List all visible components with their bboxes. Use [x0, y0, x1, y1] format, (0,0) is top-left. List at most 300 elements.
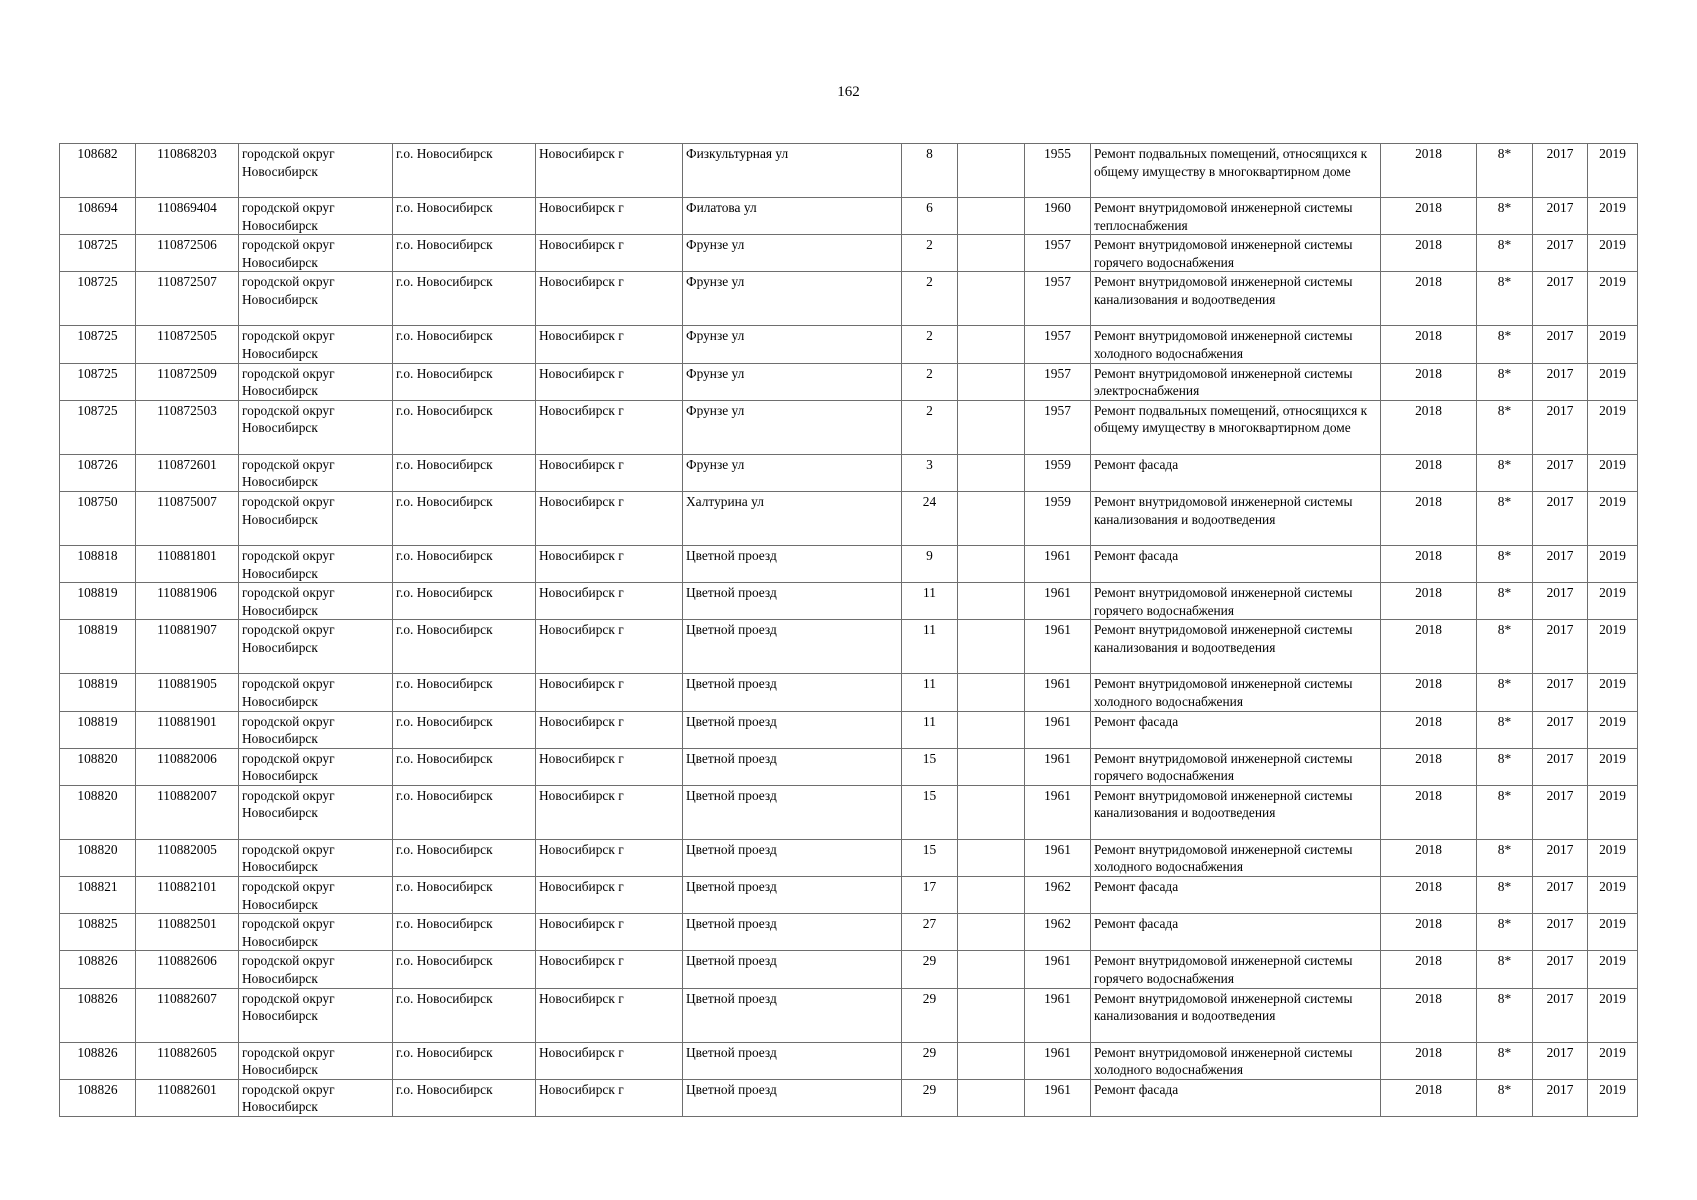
note-cell: 8* [1477, 711, 1533, 748]
work-type-cell: Ремонт фасада [1091, 914, 1381, 951]
year-built-cell: 1957 [1025, 235, 1091, 272]
year-to-cell: 2019 [1588, 839, 1638, 876]
city-cell: Новосибирск г [536, 748, 683, 785]
building-cell [958, 400, 1025, 454]
district-cell: городской округ Новосибирск [239, 583, 393, 620]
year-built-cell: 1957 [1025, 363, 1091, 400]
city-cell: Новосибирск г [536, 363, 683, 400]
district-cell: городской округ Новосибирск [239, 400, 393, 454]
year-to-cell: 2019 [1588, 363, 1638, 400]
year-built-cell: 1961 [1025, 674, 1091, 711]
object-code-cell: 110872509 [136, 363, 239, 400]
year-to-cell: 2019 [1588, 877, 1638, 914]
municipality-cell: г.о. Новосибирск [393, 198, 536, 235]
district-cell: городской округ Новосибирск [239, 711, 393, 748]
work-type-cell: Ремонт внутридомовой инженерной системы горячего водоснабжения [1091, 748, 1381, 785]
plan-year-cell: 2018 [1381, 785, 1477, 839]
city-cell: Новосибирск г [536, 326, 683, 363]
street-cell: Цветной проезд [683, 748, 902, 785]
city-cell: Новосибирск г [536, 272, 683, 326]
row-id-cell: 108819 [60, 583, 136, 620]
year-from-cell: 2017 [1533, 198, 1588, 235]
city-cell: Новосибирск г [536, 454, 683, 491]
city-cell: Новосибирск г [536, 877, 683, 914]
note-cell: 8* [1477, 839, 1533, 876]
district-cell: городской округ Новосибирск [239, 620, 393, 674]
year-from-cell: 2017 [1533, 363, 1588, 400]
work-type-cell: Ремонт внутридомовой инженерной системы теплоснабжения [1091, 198, 1381, 235]
street-cell: Фрунзе ул [683, 400, 902, 454]
work-type-cell: Ремонт внутридомовой инженерной системы горячего водоснабжения [1091, 951, 1381, 988]
note-cell: 8* [1477, 951, 1533, 988]
year-from-cell: 2017 [1533, 951, 1588, 988]
year-to-cell: 2019 [1588, 144, 1638, 198]
table-row [60, 785, 1638, 839]
work-type-cell: Ремонт внутридомовой инженерной системы канализования и водоотведения [1091, 272, 1381, 326]
building-cell [958, 785, 1025, 839]
note-cell: 8* [1477, 272, 1533, 326]
table-row [60, 326, 1638, 363]
row-id-cell: 108826 [60, 1079, 136, 1116]
work-type-cell: Ремонт фасада [1091, 877, 1381, 914]
house-number-cell: 2 [902, 400, 958, 454]
year-from-cell: 2017 [1533, 674, 1588, 711]
building-cell [958, 674, 1025, 711]
district-cell: городской округ Новосибирск [239, 839, 393, 876]
row-id-cell: 108750 [60, 491, 136, 545]
building-cell [958, 198, 1025, 235]
year-to-cell: 2019 [1588, 583, 1638, 620]
house-number-cell: 6 [902, 198, 958, 235]
row-id-cell: 108818 [60, 545, 136, 582]
object-code-cell: 110881905 [136, 674, 239, 711]
year-built-cell: 1961 [1025, 620, 1091, 674]
plan-year-cell: 2018 [1381, 235, 1477, 272]
municipality-cell: г.о. Новосибирск [393, 785, 536, 839]
note-cell: 8* [1477, 914, 1533, 951]
work-type-cell: Ремонт фасада [1091, 454, 1381, 491]
street-cell: Физкультурная ул [683, 144, 902, 198]
street-cell: Цветной проезд [683, 914, 902, 951]
note-cell: 8* [1477, 674, 1533, 711]
year-from-cell: 2017 [1533, 785, 1588, 839]
object-code-cell: 110882006 [136, 748, 239, 785]
work-type-cell: Ремонт подвальных помещений, относящихся к общему имуществу в многоквартирном доме [1091, 144, 1381, 198]
note-cell: 8* [1477, 1042, 1533, 1079]
year-to-cell: 2019 [1588, 235, 1638, 272]
street-cell: Филатова ул [683, 198, 902, 235]
municipality-cell: г.о. Новосибирск [393, 326, 536, 363]
row-id-cell: 108826 [60, 951, 136, 988]
plan-year-cell: 2018 [1381, 674, 1477, 711]
work-type-cell: Ремонт подвальных помещений, относящихся к общему имуществу в многоквартирном доме [1091, 400, 1381, 454]
row-id-cell: 108725 [60, 363, 136, 400]
plan-year-cell: 2018 [1381, 144, 1477, 198]
plan-year-cell: 2018 [1381, 914, 1477, 951]
note-cell: 8* [1477, 400, 1533, 454]
note-cell: 8* [1477, 583, 1533, 620]
house-number-cell: 15 [902, 785, 958, 839]
object-code-cell: 110882607 [136, 988, 239, 1042]
year-built-cell: 1962 [1025, 914, 1091, 951]
house-number-cell: 29 [902, 951, 958, 988]
building-cell [958, 914, 1025, 951]
year-built-cell: 1961 [1025, 988, 1091, 1042]
year-from-cell: 2017 [1533, 914, 1588, 951]
table-row [60, 914, 1638, 951]
street-cell: Цветной проезд [683, 839, 902, 876]
work-type-cell: Ремонт внутридомовой инженерной системы канализования и водоотведения [1091, 620, 1381, 674]
year-from-cell: 2017 [1533, 711, 1588, 748]
year-built-cell: 1961 [1025, 748, 1091, 785]
table-row [60, 235, 1638, 272]
house-number-cell: 9 [902, 545, 958, 582]
city-cell: Новосибирск г [536, 785, 683, 839]
year-to-cell: 2019 [1588, 620, 1638, 674]
house-number-cell: 17 [902, 877, 958, 914]
district-cell: городской округ Новосибирск [239, 988, 393, 1042]
work-type-cell: Ремонт внутридомовой инженерной системы электроснабжения [1091, 363, 1381, 400]
object-code-cell: 110875007 [136, 491, 239, 545]
work-type-cell: Ремонт фасада [1091, 711, 1381, 748]
note-cell: 8* [1477, 748, 1533, 785]
note-cell: 8* [1477, 491, 1533, 545]
municipality-cell: г.о. Новосибирск [393, 454, 536, 491]
year-built-cell: 1961 [1025, 1079, 1091, 1116]
building-cell [958, 272, 1025, 326]
municipality-cell: г.о. Новосибирск [393, 951, 536, 988]
year-from-cell: 2017 [1533, 839, 1588, 876]
row-id-cell: 108819 [60, 711, 136, 748]
street-cell: Цветной проезд [683, 877, 902, 914]
year-from-cell: 2017 [1533, 235, 1588, 272]
year-to-cell: 2019 [1588, 914, 1638, 951]
municipality-cell: г.о. Новосибирск [393, 1079, 536, 1116]
table-row [60, 877, 1638, 914]
district-cell: городской округ Новосибирск [239, 363, 393, 400]
city-cell: Новосибирск г [536, 491, 683, 545]
house-number-cell: 27 [902, 914, 958, 951]
work-type-cell: Ремонт внутридомовой инженерной системы холодного водоснабжения [1091, 1042, 1381, 1079]
street-cell: Цветной проезд [683, 620, 902, 674]
building-cell [958, 1042, 1025, 1079]
city-cell: Новосибирск г [536, 988, 683, 1042]
plan-year-cell: 2018 [1381, 545, 1477, 582]
year-from-cell: 2017 [1533, 620, 1588, 674]
year-from-cell: 2017 [1533, 144, 1588, 198]
plan-year-cell: 2018 [1381, 1079, 1477, 1116]
row-id-cell: 108725 [60, 400, 136, 454]
year-from-cell: 2017 [1533, 583, 1588, 620]
plan-year-cell: 2018 [1381, 454, 1477, 491]
district-cell: городской округ Новосибирск [239, 198, 393, 235]
work-type-cell: Ремонт внутридомовой инженерной системы горячего водоснабжения [1091, 235, 1381, 272]
plan-year-cell: 2018 [1381, 363, 1477, 400]
year-from-cell: 2017 [1533, 454, 1588, 491]
row-id-cell: 108725 [60, 326, 136, 363]
row-id-cell: 108726 [60, 454, 136, 491]
municipality-cell: г.о. Новосибирск [393, 839, 536, 876]
note-cell: 8* [1477, 545, 1533, 582]
plan-year-cell: 2018 [1381, 748, 1477, 785]
year-built-cell: 1961 [1025, 785, 1091, 839]
object-code-cell: 110882007 [136, 785, 239, 839]
note-cell: 8* [1477, 785, 1533, 839]
building-cell [958, 711, 1025, 748]
object-code-cell: 110868203 [136, 144, 239, 198]
building-cell [958, 1079, 1025, 1116]
building-cell [958, 620, 1025, 674]
year-to-cell: 2019 [1588, 748, 1638, 785]
district-cell: городской округ Новосибирск [239, 326, 393, 363]
street-cell: Цветной проезд [683, 785, 902, 839]
table-row [60, 1042, 1638, 1079]
district-cell: городской округ Новосибирск [239, 491, 393, 545]
house-number-cell: 2 [902, 235, 958, 272]
city-cell: Новосибирск г [536, 711, 683, 748]
work-type-cell: Ремонт фасада [1091, 1079, 1381, 1116]
row-id-cell: 108682 [60, 144, 136, 198]
municipality-cell: г.о. Новосибирск [393, 144, 536, 198]
note-cell: 8* [1477, 988, 1533, 1042]
building-cell [958, 839, 1025, 876]
street-cell: Фрунзе ул [683, 454, 902, 491]
plan-year-cell: 2018 [1381, 877, 1477, 914]
table-row [60, 363, 1638, 400]
plan-year-cell: 2018 [1381, 1042, 1477, 1079]
city-cell: Новосибирск г [536, 674, 683, 711]
municipality-cell: г.о. Новосибирск [393, 988, 536, 1042]
municipality-cell: г.о. Новосибирск [393, 1042, 536, 1079]
work-type-cell: Ремонт внутридомовой инженерной системы холодного водоснабжения [1091, 326, 1381, 363]
house-number-cell: 11 [902, 711, 958, 748]
building-cell [958, 326, 1025, 363]
city-cell: Новосибирск г [536, 400, 683, 454]
house-number-cell: 11 [902, 620, 958, 674]
year-to-cell: 2019 [1588, 951, 1638, 988]
municipality-cell: г.о. Новосибирск [393, 877, 536, 914]
street-cell: Цветной проезд [683, 951, 902, 988]
street-cell: Цветной проезд [683, 1079, 902, 1116]
year-from-cell: 2017 [1533, 272, 1588, 326]
object-code-cell: 110882601 [136, 1079, 239, 1116]
work-type-cell: Ремонт внутридомовой инженерной системы холодного водоснабжения [1091, 674, 1381, 711]
year-from-cell: 2017 [1533, 1079, 1588, 1116]
year-from-cell: 2017 [1533, 1042, 1588, 1079]
year-from-cell: 2017 [1533, 326, 1588, 363]
plan-year-cell: 2018 [1381, 583, 1477, 620]
year-to-cell: 2019 [1588, 988, 1638, 1042]
district-cell: городской округ Новосибирск [239, 272, 393, 326]
work-type-cell: Ремонт внутридомовой инженерной системы канализования и водоотведения [1091, 491, 1381, 545]
building-cell [958, 144, 1025, 198]
city-cell: Новосибирск г [536, 951, 683, 988]
object-code-cell: 110872505 [136, 326, 239, 363]
street-cell: Фрунзе ул [683, 363, 902, 400]
work-type-cell: Ремонт внутридомовой инженерной системы канализования и водоотведения [1091, 988, 1381, 1042]
street-cell: Цветной проезд [683, 583, 902, 620]
note-cell: 8* [1477, 620, 1533, 674]
object-code-cell: 110882005 [136, 839, 239, 876]
year-built-cell: 1957 [1025, 400, 1091, 454]
plan-year-cell: 2018 [1381, 491, 1477, 545]
year-from-cell: 2017 [1533, 748, 1588, 785]
house-number-cell: 29 [902, 988, 958, 1042]
city-cell: Новосибирск г [536, 914, 683, 951]
street-cell: Цветной проезд [683, 674, 902, 711]
work-type-cell: Ремонт внутридомовой инженерной системы холодного водоснабжения [1091, 839, 1381, 876]
house-number-cell: 8 [902, 144, 958, 198]
year-built-cell: 1961 [1025, 545, 1091, 582]
table-row [60, 711, 1638, 748]
year-from-cell: 2017 [1533, 400, 1588, 454]
year-built-cell: 1959 [1025, 491, 1091, 545]
table-row [60, 951, 1638, 988]
year-built-cell: 1959 [1025, 454, 1091, 491]
district-cell: городской округ Новосибирск [239, 674, 393, 711]
note-cell: 8* [1477, 1079, 1533, 1116]
building-cell [958, 748, 1025, 785]
note-cell: 8* [1477, 326, 1533, 363]
table-row [60, 674, 1638, 711]
district-cell: городской округ Новосибирск [239, 144, 393, 198]
municipality-cell: г.о. Новосибирск [393, 491, 536, 545]
city-cell: Новосибирск г [536, 583, 683, 620]
year-from-cell: 2017 [1533, 877, 1588, 914]
plan-year-cell: 2018 [1381, 951, 1477, 988]
year-built-cell: 1961 [1025, 583, 1091, 620]
table-row [60, 748, 1638, 785]
house-number-cell: 3 [902, 454, 958, 491]
row-id-cell: 108819 [60, 674, 136, 711]
municipality-cell: г.о. Новосибирск [393, 235, 536, 272]
municipality-cell: г.о. Новосибирск [393, 620, 536, 674]
work-type-cell: Ремонт фасада [1091, 545, 1381, 582]
year-built-cell: 1960 [1025, 198, 1091, 235]
building-cell [958, 235, 1025, 272]
year-to-cell: 2019 [1588, 711, 1638, 748]
municipality-cell: г.о. Новосибирск [393, 674, 536, 711]
table-row [60, 454, 1638, 491]
street-cell: Цветной проезд [683, 545, 902, 582]
building-cell [958, 454, 1025, 491]
city-cell: Новосибирск г [536, 620, 683, 674]
house-number-cell: 29 [902, 1042, 958, 1079]
plan-year-cell: 2018 [1381, 272, 1477, 326]
year-to-cell: 2019 [1588, 1042, 1638, 1079]
building-cell [958, 877, 1025, 914]
year-to-cell: 2019 [1588, 326, 1638, 363]
street-cell: Цветной проезд [683, 1042, 902, 1079]
year-built-cell: 1957 [1025, 326, 1091, 363]
district-cell: городской округ Новосибирск [239, 454, 393, 491]
municipality-cell: г.о. Новосибирск [393, 363, 536, 400]
municipality-cell: г.о. Новосибирск [393, 748, 536, 785]
table-row [60, 144, 1638, 198]
object-code-cell: 110872507 [136, 272, 239, 326]
capital-repair-table [59, 143, 1638, 1117]
building-cell [958, 491, 1025, 545]
district-cell: городской округ Новосибирск [239, 914, 393, 951]
building-cell [958, 951, 1025, 988]
page-number: 162 [837, 84, 860, 100]
house-number-cell: 2 [902, 326, 958, 363]
district-cell: городской округ Новосибирск [239, 951, 393, 988]
municipality-cell: г.о. Новосибирск [393, 711, 536, 748]
row-id-cell: 108819 [60, 620, 136, 674]
object-code-cell: 110882101 [136, 877, 239, 914]
plan-year-cell: 2018 [1381, 711, 1477, 748]
row-id-cell: 108725 [60, 272, 136, 326]
object-code-cell: 110872506 [136, 235, 239, 272]
district-cell: городской округ Новосибирск [239, 545, 393, 582]
object-code-cell: 110872601 [136, 454, 239, 491]
row-id-cell: 108820 [60, 785, 136, 839]
table-row [60, 620, 1638, 674]
plan-year-cell: 2018 [1381, 988, 1477, 1042]
table-row [60, 839, 1638, 876]
year-built-cell: 1961 [1025, 951, 1091, 988]
city-cell: Новосибирск г [536, 1042, 683, 1079]
municipality-cell: г.о. Новосибирск [393, 400, 536, 454]
year-built-cell: 1961 [1025, 839, 1091, 876]
building-cell [958, 545, 1025, 582]
object-code-cell: 110881901 [136, 711, 239, 748]
row-id-cell: 108826 [60, 1042, 136, 1079]
year-to-cell: 2019 [1588, 1079, 1638, 1116]
year-from-cell: 2017 [1533, 988, 1588, 1042]
note-cell: 8* [1477, 877, 1533, 914]
municipality-cell: г.о. Новосибирск [393, 272, 536, 326]
note-cell: 8* [1477, 363, 1533, 400]
street-cell: Цветной проезд [683, 711, 902, 748]
street-cell: Фрунзе ул [683, 235, 902, 272]
house-number-cell: 11 [902, 583, 958, 620]
row-id-cell: 108725 [60, 235, 136, 272]
district-cell: городской округ Новосибирск [239, 1042, 393, 1079]
year-from-cell: 2017 [1533, 491, 1588, 545]
table-row [60, 400, 1638, 454]
table-body [60, 144, 1638, 1117]
house-number-cell: 15 [902, 839, 958, 876]
house-number-cell: 11 [902, 674, 958, 711]
note-cell: 8* [1477, 454, 1533, 491]
house-number-cell: 2 [902, 272, 958, 326]
plan-year-cell: 2018 [1381, 839, 1477, 876]
plan-year-cell: 2018 [1381, 620, 1477, 674]
year-from-cell: 2017 [1533, 545, 1588, 582]
city-cell: Новосибирск г [536, 839, 683, 876]
note-cell: 8* [1477, 144, 1533, 198]
district-cell: городской округ Новосибирск [239, 877, 393, 914]
street-cell: Фрунзе ул [683, 272, 902, 326]
building-cell [958, 363, 1025, 400]
plan-year-cell: 2018 [1381, 400, 1477, 454]
object-code-cell: 110881906 [136, 583, 239, 620]
district-cell: городской округ Новосибирск [239, 785, 393, 839]
building-cell [958, 988, 1025, 1042]
work-type-cell: Ремонт внутридомовой инженерной системы канализования и водоотведения [1091, 785, 1381, 839]
work-type-cell: Ремонт внутридомовой инженерной системы горячего водоснабжения [1091, 583, 1381, 620]
house-number-cell: 24 [902, 491, 958, 545]
year-built-cell: 1961 [1025, 1042, 1091, 1079]
year-to-cell: 2019 [1588, 454, 1638, 491]
table-row [60, 198, 1638, 235]
year-built-cell: 1955 [1025, 144, 1091, 198]
year-to-cell: 2019 [1588, 785, 1638, 839]
year-to-cell: 2019 [1588, 198, 1638, 235]
district-cell: городской округ Новосибирск [239, 748, 393, 785]
